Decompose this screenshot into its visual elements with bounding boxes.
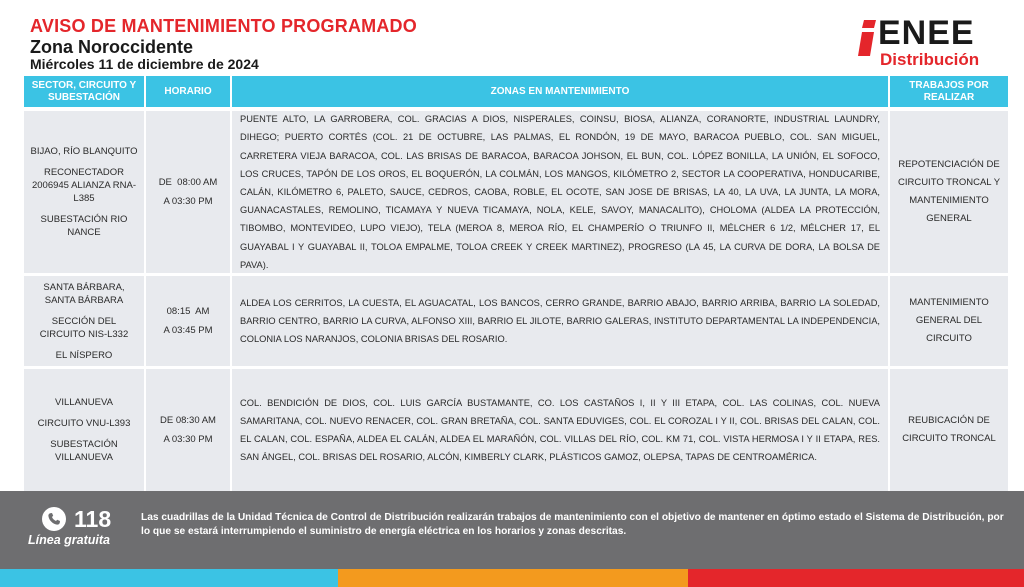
- page-footer: [0, 491, 1024, 569]
- column-header-sector: SECTOR, CIRCUITO Y SUBESTACIÓN: [31, 79, 137, 103]
- phone-label: Línea gratuita: [28, 533, 110, 547]
- horario-end: A 03:30 PM: [163, 434, 213, 445]
- sector-name: VILLANUEVA: [55, 397, 113, 408]
- phone-number: 118: [74, 506, 112, 532]
- circuit-name: RECONECTADOR 2006945 ALIANZA RNA-L385: [31, 167, 137, 204]
- page-header: [0, 0, 1024, 76]
- table-header-row: [24, 76, 1008, 107]
- horario-cell: [146, 111, 230, 273]
- horario-end: A 03:45 PM: [163, 325, 213, 336]
- sector-cell: [24, 111, 144, 273]
- column-header-trabajos: TRABAJOS POR REALIZAR: [909, 79, 989, 103]
- substation-name: EL NÍSPERO: [55, 349, 113, 361]
- trabajos-cell: REUBICACIÓN DE CIRCUITO TRONCAL: [890, 369, 1008, 491]
- sector-cell: [24, 276, 144, 366]
- sector-name: BIJAO, RÍO BLANQUITO: [30, 146, 138, 157]
- horario-start: DE 08:00 AM: [158, 177, 218, 188]
- horario-cell: [146, 369, 230, 491]
- enee-logo: [858, 14, 1008, 70]
- horario-end: A 03:30 PM: [163, 196, 213, 207]
- color-stripe-orange: [338, 569, 688, 587]
- column-header-zonas: ZONAS EN MANTENIMIENTO: [490, 85, 630, 97]
- horario-cell: [146, 276, 230, 366]
- zone-name: Zona Noroccidente: [30, 37, 194, 57]
- circuit-name: CIRCUITO VNU-L393: [37, 418, 131, 429]
- substation-name: SUBESTACIÓN VILLANUEVA: [50, 439, 118, 463]
- enee-logo-mark-icon: [858, 18, 878, 58]
- footer-notice-text: Las cuadrillas de la Unidad Técnica de Control de Distribución realizarán trabajos de mantenimiento con el objetivo de mantener en óptimo estado el Sistema de Distribución, por lo que se estará interrumpiendo el suministro de energía eléctrica en los horarios y zonas descritas.: [141, 512, 1004, 537]
- color-stripe-red: [688, 569, 1024, 587]
- circuit-name: SECCIÓN DEL CIRCUITO NIS-L332: [39, 315, 129, 340]
- horario-start: DE 08:30 AM: [160, 415, 216, 426]
- column-header-horario: HORARIO: [164, 85, 212, 97]
- sector-name: SANTA BÁRBARA, SANTA BÁRBARA: [43, 281, 125, 306]
- table-row: [24, 369, 1008, 491]
- notice-title: AVISO DE MANTENIMIENTO PROGRAMADO: [30, 16, 417, 36]
- table-row: [24, 111, 1008, 273]
- color-stripe-cyan: [0, 569, 338, 587]
- zonas-cell: COL. BENDICIÓN DE DIOS, COL. LUIS GARCÍA BUSTAMANTE, CO. LOS CASTAÑOS I, II Y III ETAPA, COL. LAS COLINAS, COL. NUEVA SAMARITANA, COL. NUEVO RENACER, COL. GRAN BRETAÑA, COL. SANTA EDUVIGES, COL. EL COROZAL I Y II, COL. BRISAS DEL CALAN, COL. EL CALAN, COL. ESPAÑA, ALDEA EL CALÁN, ALDEA EL MARAÑÓN, COL. VILLAS DEL RÍO, COL. KM 71, COL. VISTA HERMOSA I Y II ETAPA, RES. SAN ÁNGEL, COL. BRISAS DEL ROSARIO, ALCÓN, KIMBERLY CLARK, PLÁSTICOS GAMOZ, OLEPSA, TAPAS DE CENTROAMÉRICA.: [232, 369, 888, 491]
- zonas-cell: PUENTE ALTO, LA GARROBERA, COL. GRACIAS A DIOS, NISPERALES, COINSU, BIOSA, ALIANZA, CORANORTE, INDUSTRIAL LAUNDRY, DIHEGO; PUERTO CORTÉS (COL. 21 DE OCTUBRE, LAS PALMAS, EL RONDÓN, 19 DE MAYO, BARACOA PUEBLO, COL. SAN MIGUEL, CARRETERA VIEJA BARACOA, COL. LAS BRISAS DE BARACOA, BARACOA JOHSON, EL BUN, COL. LÓPEZ BONILLA, LA UNIÓN, EL SOFOCO, LOS CRUCES, TAPÓN DE LOS OROS, EL BOQUERÓN, LA COLMÁN, LOS MANGOS, KILÓMETRO 2, SECTOR LA COOPERATIVA, HONDUCARIBE, CALÁN, KILÓMETRO 6, PALETO, SAUCE, CEDROS, CAOBA, ROBLE, EL OCOTE, SAN JOSE DE BRISAS, LA 40, LA UVA, LA JUNTA, LA MORA, GUANACASTALES, REMOLINO, TICAMAYA Y NUEVA TICAMAYA, NOLA, KELE, SAVOY, MANACALITO), CHOLOMA (ALDEA LA PROTECCIÓN, TIBOMBO, MONTEVIDEO, LUPO VIEJO), TELA (MEROA 8, MEROA RÍO, EL CHAMPERÍO O TRIUNFO II, MÉLCHER 6 1/2, MÉLCHER 17, EL GUAYABAL I Y GUAYABAL II, TOLOA EMPALME, TOLOA CREEK Y CREEK MARTINEZ), PROGRESO (LA 45, LA CURVA DE DORA, LA BOLSA DE PAVA).: [232, 111, 888, 273]
- zonas-cell: ALDEA LOS CERRITOS, LA CUESTA, EL AGUACATAL, LOS BANCOS, CERRO GRANDE, BARRIO ABAJO, BARRIO ARRIBA, BARRIO LA SOLEDAD, BARRIO CENTRO, BARRIO LA CURVA, ALFONSO XIII, BARRIO EL JILOTE, BARRIO GALERAS, INSTITUTO DEPARTAMENTAL LA INDEPENDENCIA, COLONIA LOS NARANJOS, COLONIA BRISAS DEL ROSARIO.: [232, 276, 888, 366]
- hotline: [28, 505, 130, 555]
- table-row: [24, 276, 1008, 366]
- sector-cell: [24, 369, 144, 491]
- horario-start: 08:15 AM: [166, 306, 210, 317]
- maintenance-table: [24, 76, 1008, 491]
- substation-name: SUBESTACIÓN RIO NANCE: [40, 214, 128, 238]
- trabajos-cell: REPOTENCIACIÓN DE CIRCUITO TRONCAL Y MANTENIMIENTO GENERAL: [890, 111, 1008, 273]
- logo-brand-text: ENEE: [878, 14, 975, 52]
- notice-date: Miércoles 11 de diciembre de 2024: [30, 56, 259, 72]
- phone-icon: [42, 507, 66, 531]
- logo-sub-text: Distribución: [880, 50, 980, 69]
- trabajos-cell: MANTENIMIENTO GENERAL DEL CIRCUITO: [890, 276, 1008, 366]
